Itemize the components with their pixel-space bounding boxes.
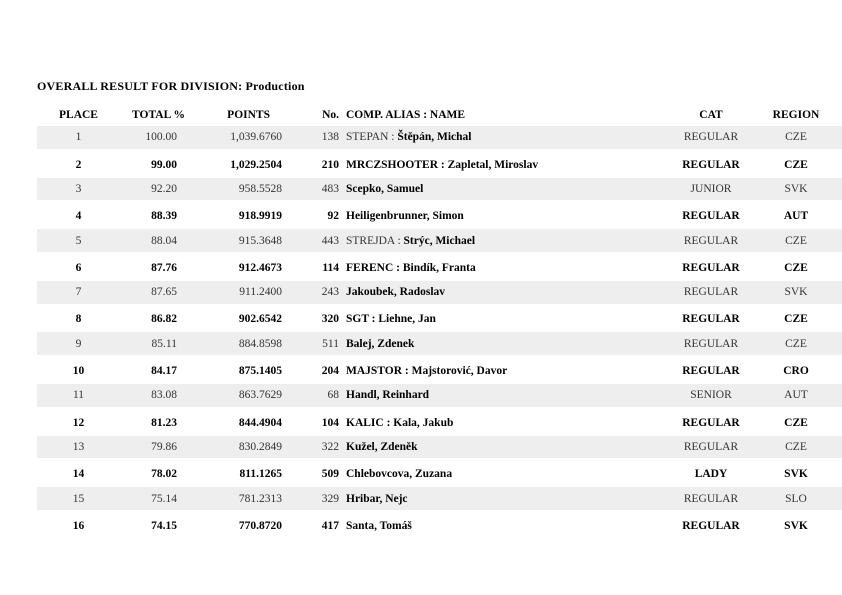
competitor-alias: STREJDA : [346, 234, 404, 247]
competitor-name: Štěpán, Michal [397, 131, 472, 144]
competitor-name: Zapletal, Miroslav [447, 158, 539, 171]
table-row [37, 229, 842, 255]
cell-number: 320 [321, 313, 339, 326]
table-row [37, 384, 842, 410]
cell-place: 15 [72, 492, 85, 505]
table-row [37, 307, 842, 333]
column-header-name: COMP. ALIAS : NAME [346, 108, 466, 121]
cell-total-percent: 83.08 [151, 389, 177, 402]
cell-competitor [340, 441, 656, 453]
table-row [37, 332, 842, 358]
cell-region: CZE [785, 234, 807, 247]
cell-number: 443 [321, 234, 339, 247]
cell-category: REGULAR [683, 234, 739, 247]
cell-competitor [340, 131, 656, 143]
cell-total-percent: 87.76 [151, 261, 177, 274]
competitor-alias: SGT : [346, 313, 379, 326]
cell-number: 138 [321, 131, 339, 144]
competitor-name: Heiligenbrunner, Simon [346, 210, 464, 223]
competitor-alias: KALIC : [346, 416, 394, 429]
competitor-name: Jakoubek, Radoslav [346, 286, 446, 299]
cell-number: 483 [321, 182, 339, 195]
cell-region: SVK [784, 468, 808, 481]
cell-competitor [340, 210, 656, 222]
cell-category: REGULAR [683, 286, 739, 299]
cell-competitor [340, 262, 656, 274]
cell-place: 7 [75, 286, 82, 299]
cell-points: 875.1405 [238, 365, 282, 378]
cell-points: 911.2400 [239, 286, 282, 299]
cell-category: REGULAR [683, 492, 739, 505]
table-row [37, 461, 842, 487]
cell-region: SVK [784, 286, 808, 299]
cell-place: 4 [75, 210, 82, 223]
cell-points: 811.1265 [239, 468, 282, 481]
cell-region: CZE [784, 261, 808, 274]
table-row [37, 203, 842, 229]
cell-place: 9 [75, 337, 82, 350]
cell-place: 3 [75, 182, 82, 195]
page-title: OVERALL RESULT FOR DIVISION: Production [37, 79, 305, 93]
cell-total-percent: 85.11 [151, 337, 177, 350]
cell-total-percent: 75.14 [151, 492, 177, 505]
cell-category: JUNIOR [690, 182, 732, 195]
cell-region: CZE [785, 131, 807, 144]
cell-region: CZE [784, 313, 808, 326]
cell-region: CZE [785, 440, 807, 453]
cell-points: 863.7629 [238, 389, 282, 402]
cell-points: 1,029.2504 [230, 158, 282, 171]
cell-place: 6 [75, 261, 82, 274]
cell-category: SENIOR [690, 389, 732, 402]
cell-number: 92 [327, 210, 339, 223]
cell-total-percent: 99.00 [151, 158, 177, 171]
cell-total-percent: 81.23 [151, 416, 177, 429]
cell-region: CRO [783, 365, 809, 378]
cell-total-percent: 79.86 [151, 440, 177, 453]
cell-place: 8 [75, 313, 82, 326]
column-header-points: POINTS [227, 108, 270, 121]
cell-number: 210 [321, 158, 339, 171]
cell-points: 844.4904 [238, 416, 282, 429]
cell-total-percent: 86.82 [151, 313, 177, 326]
cell-place: 13 [72, 440, 85, 453]
column-header-total: TOTAL % [132, 108, 185, 121]
cell-region: AUT [783, 210, 809, 223]
cell-competitor [340, 493, 656, 505]
column-header-number: No. [322, 108, 339, 121]
table-row [37, 152, 842, 178]
cell-points: 884.8598 [238, 337, 282, 350]
column-header-region: REGION [772, 108, 820, 121]
table-row [37, 255, 842, 281]
cell-total-percent: 74.15 [151, 519, 177, 532]
cell-region: CZE [785, 337, 807, 350]
cell-competitor [340, 313, 656, 325]
cell-competitor [340, 183, 656, 195]
cell-total-percent: 88.39 [151, 210, 177, 223]
competitor-name: Strýc, Michael [403, 234, 476, 247]
cell-points: 770.8720 [238, 519, 282, 532]
cell-category: REGULAR [683, 131, 739, 144]
cell-competitor [340, 286, 656, 298]
cell-competitor [340, 389, 656, 401]
cell-number: 511 [322, 337, 339, 350]
results-table [37, 103, 842, 539]
cell-category: REGULAR [682, 519, 740, 532]
table-row [37, 358, 842, 384]
cell-category: REGULAR [682, 416, 740, 429]
cell-category: REGULAR [682, 365, 740, 378]
cell-number: 104 [321, 416, 339, 429]
table-row [37, 281, 842, 307]
table-row [37, 410, 842, 436]
cell-total-percent: 78.02 [151, 468, 177, 481]
competitor-name: Balej, Zdenek [346, 337, 415, 350]
cell-number: 243 [321, 286, 339, 299]
cell-total-percent: 100.00 [145, 131, 177, 144]
cell-total-percent: 92.20 [151, 182, 177, 195]
cell-number: 417 [321, 519, 339, 532]
cell-place: 11 [72, 389, 85, 402]
competitor-name: Chlebovcova, Zuzana [346, 468, 453, 481]
cell-number: 322 [321, 440, 339, 453]
cell-place: 10 [72, 365, 85, 378]
cell-competitor [340, 365, 656, 377]
cell-competitor [340, 417, 656, 429]
cell-place: 14 [72, 468, 85, 481]
cell-points: 1,039.6760 [230, 131, 282, 144]
cell-place: 1 [75, 131, 82, 144]
cell-competitor [340, 235, 656, 247]
cell-category: REGULAR [682, 313, 740, 326]
competitor-name: Hribar, Nejc [346, 492, 408, 505]
table-row [37, 513, 842, 539]
cell-points: 912.4673 [238, 261, 282, 274]
competitor-alias: FERENC : [346, 261, 403, 274]
cell-number: 204 [321, 365, 339, 378]
cell-place: 16 [72, 519, 85, 532]
column-header-cat: CAT [699, 108, 723, 121]
cell-category: REGULAR [682, 261, 740, 274]
competitor-alias: MRCZSHOOTER : [346, 158, 448, 171]
table-row [37, 126, 842, 152]
cell-region: SLO [785, 492, 807, 505]
cell-points: 958.5528 [238, 182, 282, 195]
table-header [37, 103, 842, 126]
cell-number: 329 [321, 492, 339, 505]
cell-place: 2 [75, 158, 82, 171]
cell-total-percent: 84.17 [151, 365, 177, 378]
cell-category: LADY [694, 468, 728, 481]
competitor-name: Handl, Reinhard [346, 389, 430, 402]
competitor-name: Kužel, Zdeněk [346, 440, 418, 453]
competitor-name: Kala, Jakub [393, 416, 454, 429]
cell-number: 509 [321, 468, 339, 481]
cell-competitor [340, 159, 656, 171]
cell-category: REGULAR [682, 210, 740, 223]
cell-total-percent: 88.04 [151, 234, 177, 247]
competitor-alias: MAJSTOR : [346, 365, 412, 378]
results-table-body [37, 126, 842, 539]
cell-points: 781.2313 [238, 492, 282, 505]
competitor-name: Scepko, Samuel [346, 182, 424, 195]
cell-competitor [340, 520, 656, 532]
cell-number: 68 [327, 389, 339, 402]
cell-points: 915.3648 [238, 234, 282, 247]
cell-competitor [340, 338, 656, 350]
competitor-name: Bindík, Franta [402, 261, 476, 274]
cell-place: 5 [75, 234, 82, 247]
table-row [37, 487, 842, 513]
cell-region: SVK [784, 182, 808, 195]
table-row [37, 178, 842, 204]
cell-region: SVK [784, 519, 808, 532]
cell-region: CZE [784, 158, 808, 171]
competitor-name: Liehne, Jan [378, 313, 436, 326]
cell-region: CZE [784, 416, 808, 429]
cell-points: 902.6542 [238, 313, 282, 326]
table-row [37, 436, 842, 462]
cell-competitor [340, 468, 656, 480]
cell-category: REGULAR [683, 337, 739, 350]
cell-points: 830.2849 [238, 440, 282, 453]
cell-number: 114 [322, 261, 339, 274]
competitor-alias: STEPAN : [346, 131, 398, 144]
cell-total-percent: 87.65 [151, 286, 177, 299]
cell-place: 12 [72, 416, 85, 429]
cell-category: REGULAR [682, 158, 740, 171]
competitor-name: Santa, Tomáš [346, 519, 412, 532]
cell-region: AUT [784, 389, 808, 402]
column-header-place: PLACE [59, 108, 98, 121]
cell-category: REGULAR [683, 440, 739, 453]
competitor-name: Majstorović, Davor [411, 365, 508, 378]
cell-points: 918.9919 [238, 210, 282, 223]
